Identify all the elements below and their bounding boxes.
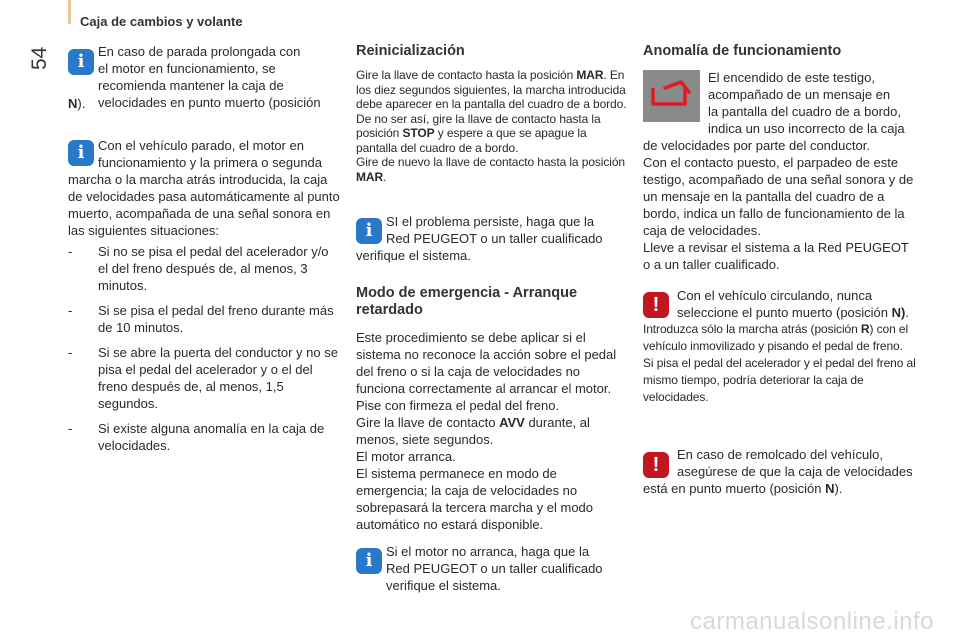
emergency-text: Pise con firmeza el pedal del freno.: [356, 398, 560, 413]
emergency-section: [356, 285, 628, 533]
reinit-e-bold: MAR: [356, 169, 384, 184]
note-body: marcha o la marcha atrás introducida, la caja de velocidades pasa automáticamente al punto muerto, acompañada de una señal sonora en las siguientes situaciones:: [68, 172, 340, 238]
anomaly-title: Anomalía de funcionamiento: [643, 43, 842, 59]
reinit-text: [356, 155, 628, 184]
warn2-bold: N: [825, 481, 835, 496]
note-line: SI el problema persiste, haga que la: [386, 214, 595, 229]
warning-neutral: [643, 287, 918, 406]
warn-p1b: ) con el vehículo inmovilizado y pisando el pedal de freno.: [643, 322, 909, 353]
reinit-section: [356, 43, 628, 184]
warning-para: Si pisa el pedal del acelerador y el pedal del freno al mismo tiempo, podría deteriorar la caja de velocidades.: [643, 356, 916, 404]
note-text-part: el motor en funcionamiento, se recomienda mantener la caja de velocidades en punto muerto (posición: [98, 61, 321, 110]
info-icon: i: [356, 548, 382, 574]
anomaly-text: [643, 69, 918, 273]
anomaly-para: Lleve a revisar el sistema a la Red PEUGEOT o a un taller cualificado.: [643, 240, 909, 272]
reinit-e: Gire de nuevo la llave de contacto hasta la posición: [356, 155, 625, 169]
emergency-title: Modo de emergencia - Arranque retardado: [356, 285, 578, 318]
anomaly-para: Con el contacto puesto, el parpadeo de este testigo, acompañado de una señal sonora y de un mensaje en la pantalla del cuadro de a bordo, indica un fallo de funcionamiento de la caja de velocidades.: [643, 155, 914, 238]
info-icon: i: [356, 218, 382, 244]
note-no-start: [356, 543, 628, 594]
emerg-c: Gire la llave de contacto: [356, 415, 500, 430]
emergency-text: El motor arranca.: [356, 449, 456, 464]
warning-line: En caso de remolcado del vehículo,: [677, 447, 883, 462]
page-number: 54: [28, 46, 51, 70]
reinit-a-bold: MAR: [576, 68, 604, 82]
emergency-text: [356, 414, 628, 448]
reinit-title: Reinicialización: [356, 43, 465, 59]
emerg-c-bold: AVV: [499, 415, 525, 430]
warning-line: [643, 480, 918, 497]
reinit-text: [356, 68, 628, 112]
note-line: verifique el sistema.: [356, 248, 471, 263]
list-item: - Si se abre la puerta del conductor y no se pisa el pedal del acelerador y o el del freno después de, al menos, 1,5 segundos.: [68, 344, 340, 412]
anomaly-line: acompañado de un mensaje en: [708, 87, 891, 102]
warn-p1a: Introduzca sólo la marcha atrás (posición: [643, 322, 861, 336]
list-item: - Si existe alguna anomalía en la caja de velocidades.: [68, 420, 340, 454]
list-item: - Si se pisa el pedal del freno durante más de 10 minutos.: [68, 302, 340, 336]
section-header: Caja de cambios y volante: [80, 14, 243, 29]
anomaly-line: indica un uso incorrecto de la caja: [708, 121, 905, 136]
info-icon: i: [68, 140, 94, 166]
anomaly-line: El encendido de este testigo,: [708, 70, 875, 85]
note-end: ).: [77, 96, 86, 111]
list-item: - Si no se pisa el pedal del acelerador y/o el del freno después de, al menos, 3 minutos.: [68, 243, 340, 294]
note-line: Si el motor no arranca, haga que la: [386, 544, 590, 559]
note-line: verifique el sistema.: [386, 578, 501, 593]
note-line: Red PEUGEOT o un taller cualificado: [386, 561, 603, 576]
reinit-b: . En los diez segundos siguientes, la marcha introducida debe aparecer en la pantalla del cuadro de a bordo.: [356, 68, 627, 111]
bold-n: N: [68, 96, 78, 111]
reinit-text: [356, 112, 628, 156]
warning-line: [643, 304, 918, 321]
reinit-c: De no ser así, gire la llave de contacto hasta la posición: [356, 111, 601, 140]
note-parada-end: [68, 95, 340, 112]
note-neutral: [68, 137, 340, 462]
warning-line: Con el vehículo circulando, nunca: [677, 288, 873, 303]
warning-line: asegúrese de que la caja de velocidades: [677, 464, 913, 479]
anomaly-line: la pantalla del cuadro de a bordo,: [708, 104, 901, 119]
header-accent-line: [68, 0, 71, 24]
watermark: carmanualsonline.info: [690, 608, 934, 635]
warn-bold: N): [891, 305, 906, 320]
warn2-b: ).: [834, 481, 843, 496]
warn-b: .: [905, 305, 909, 320]
warn2-a: está en punto muerto (posición: [643, 481, 826, 496]
anomaly-line: de velocidades por parte del conductor.: [643, 138, 870, 153]
warning-icon: !: [643, 452, 669, 478]
note-line: Con el vehículo parado, el motor en: [98, 138, 304, 153]
reinit-d: y espere a que se apague la pantalla del cuadro de a bordo.: [356, 126, 587, 155]
warning-para: [643, 321, 918, 355]
warning-icon: !: [643, 292, 669, 318]
note-text: En caso de parada prolongada con: [98, 44, 301, 59]
reinit-a: Gire la llave de contacto hasta la posición: [356, 68, 577, 82]
info-icon: i: [68, 49, 94, 75]
anomaly-title-wrap: [643, 43, 918, 60]
emergency-text: Este procedimiento se debe aplicar si el sistema no reconoce la acción sobre el pedal del freno o si la caja de velocidades no funciona correctamente al arrancar el motor.: [356, 330, 617, 396]
emergency-text: El sistema permanece en modo de emergencia; la caja de velocidades no sobrepasará la tercera marcha y el modo automático no estará disponible.: [356, 466, 594, 532]
reinit-f: .: [383, 169, 387, 184]
emerg-d: durante, al menos, siete segundos.: [356, 415, 590, 447]
warn-a: seleccione el punto muerto (posición: [677, 305, 892, 320]
note-persist: [356, 213, 628, 264]
note-line: Red PEUGEOT o un taller cualificado: [386, 231, 603, 246]
note-line: funcionamiento y la primera o segunda: [98, 155, 323, 170]
warning-tow: [643, 446, 918, 497]
warn-p1-bold: R: [860, 322, 870, 336]
reinit-c-bold: STOP: [402, 126, 435, 140]
conditions-list: [68, 243, 340, 454]
